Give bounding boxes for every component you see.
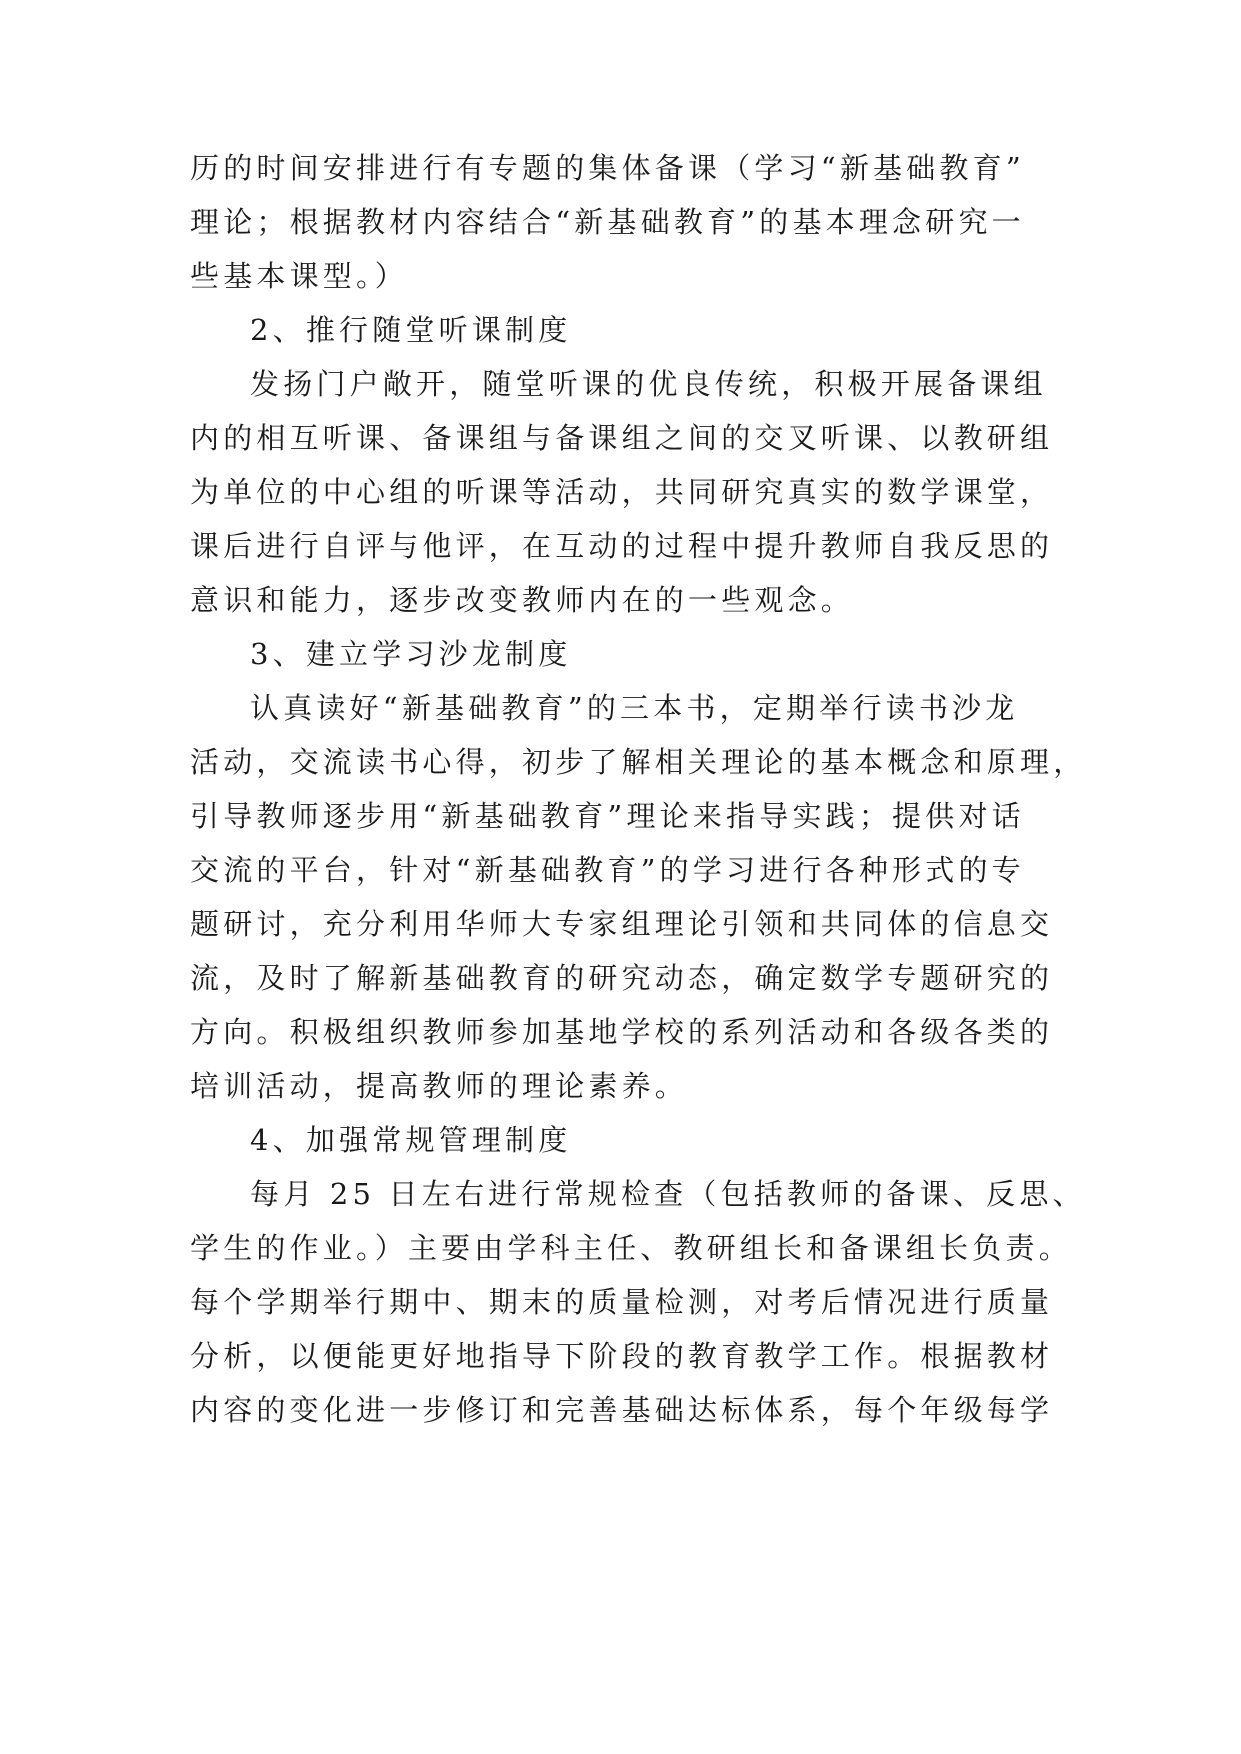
text-line: 认真读好“新基础教育”的三本书，定期举行读书沙龙	[250, 691, 1019, 725]
text-line: 活动，交流读书心得，初步了解相关理论的基本概念和原理，	[190, 745, 1087, 779]
text-line: 方向。积极组织教师参加基地学校的系列活动和各级各类的	[190, 1015, 1054, 1049]
text-line: 意识和能力，逐步改变教师内在的一些观念。	[190, 583, 855, 617]
text-line: 些基本课型。）	[190, 259, 408, 293]
text-line: 内容的变化进一步修订和完善基础达标体系，每个年级每学	[190, 1393, 1054, 1427]
text-line: 历的时间安排进行有专题的集体备课（学习“新基础教育”	[190, 151, 1025, 185]
text-line: 培训活动，提高教师的理论素养。	[190, 1069, 689, 1103]
text-line: 流，及时了解新基础教育的研究动态，确定数学专题研究的	[190, 961, 1054, 995]
text-line: 交流的平台，针对“新基础教育”的学习进行各种形式的专	[190, 853, 1025, 887]
section-heading: 3、建立学习沙龙制度	[250, 637, 572, 671]
section-heading: 2、推行随堂听课制度	[250, 313, 572, 347]
text-line: 为单位的中心组的听课等活动，共同研究真实的数学课堂，	[190, 475, 1054, 509]
text-line: 理论；根据教材内容结合“新基础教育”的基本理念研究一	[190, 205, 1025, 239]
text-line: 题研讨，充分利用华师大专家组理论引领和共同体的信息交	[190, 907, 1054, 941]
text-line: 学生的作业。）主要由学科主任、教研组长和备课组长负责。	[190, 1231, 1072, 1265]
text-line: 内的相互听课、备课组与备课组之间的交叉听课、以教研组	[190, 421, 1054, 455]
text-line: 发扬门户敞开，随堂听课的优良传统，积极开展备课组	[250, 367, 1047, 401]
section-heading: 4、加强常规管理制度	[250, 1123, 572, 1157]
text-line: 课后进行自评与他评，在互动的过程中提升教师自我反思的	[190, 529, 1054, 563]
text-line: 每个学期举行期中、期末的质量检测，对考后情况进行质量	[190, 1285, 1054, 1319]
text-line: 每月 25 日左右进行常规检查（包括教师的备课、反思、	[250, 1177, 1086, 1211]
text-line: 引导教师逐步用“新基础教育”理论来指导实践；提供对话	[190, 799, 1025, 833]
text-line: 分析，以便能更好地指导下阶段的教育教学工作。根据教材	[190, 1339, 1054, 1373]
